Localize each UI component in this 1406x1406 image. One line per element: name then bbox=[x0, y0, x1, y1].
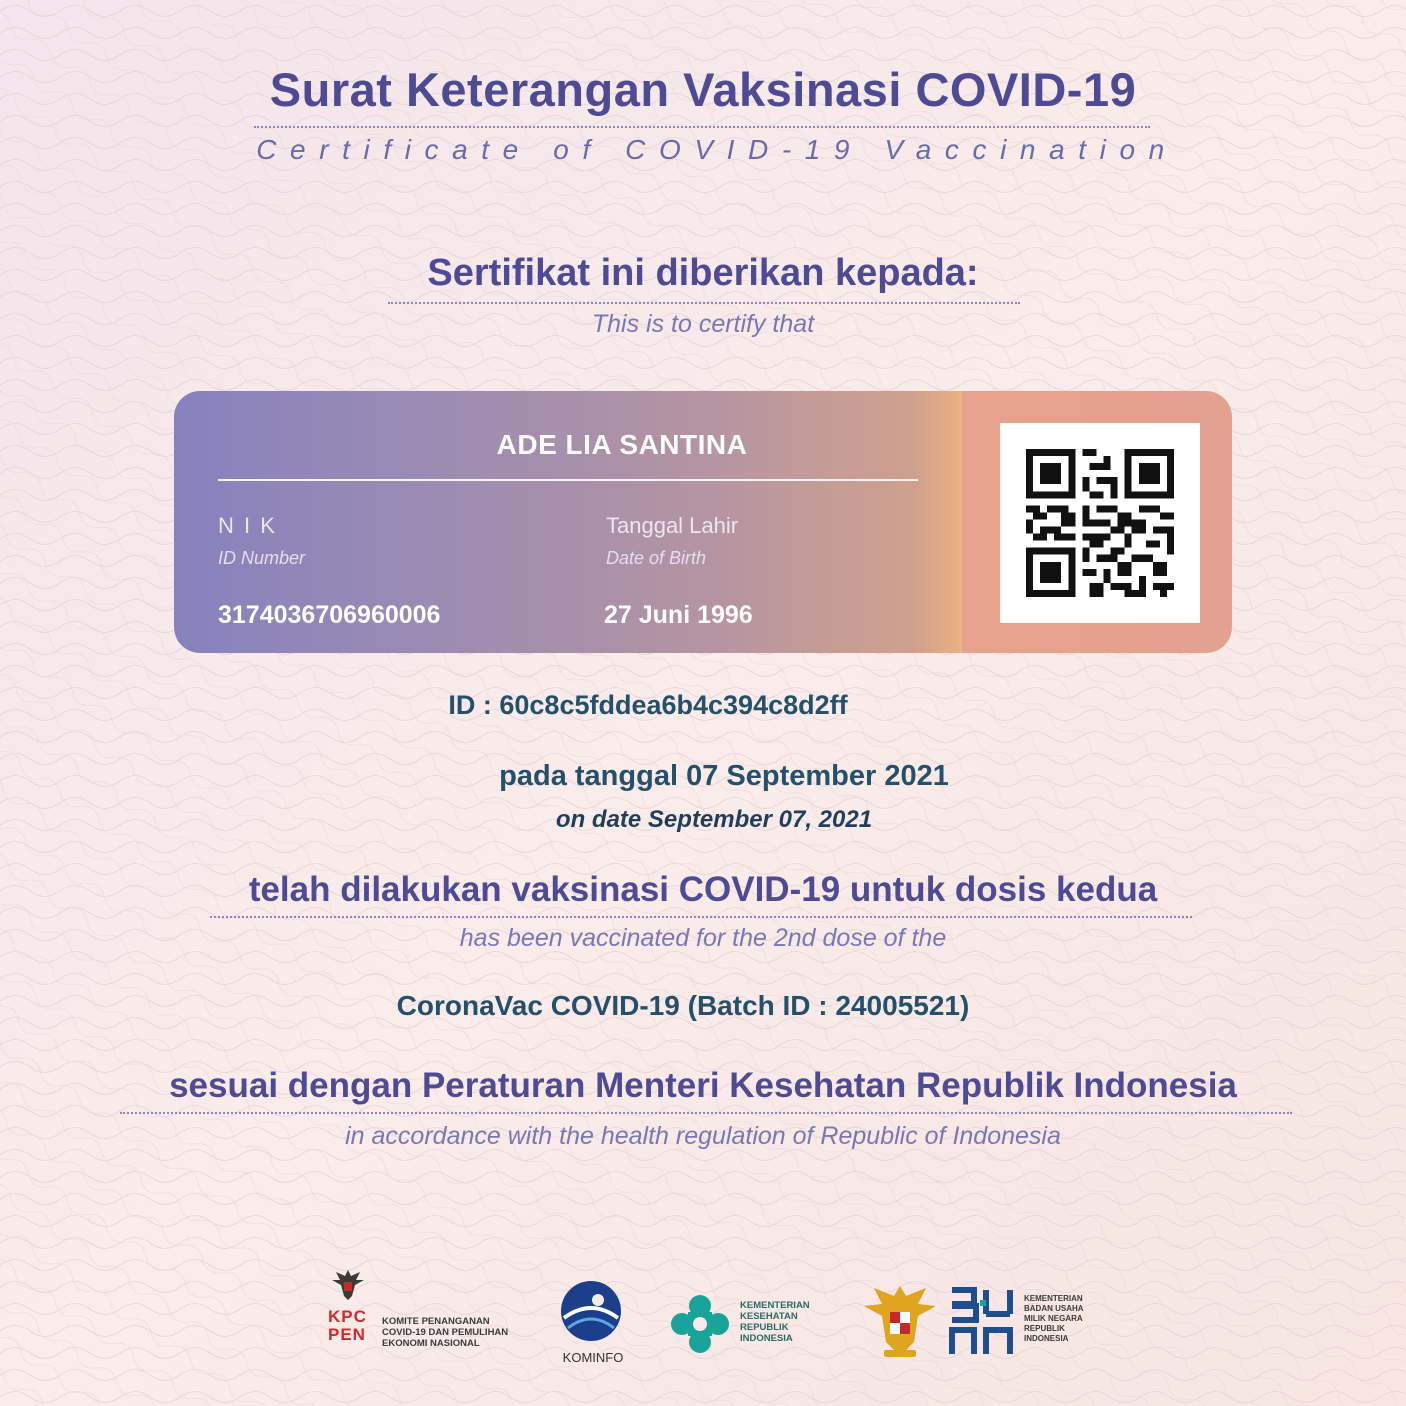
bumn-caption-line1: KEMENTERIAN bbox=[1024, 1294, 1083, 1303]
vaccination-statement: telah dilakukan vaksinasi COVID-19 untuk dosis kedua bbox=[248, 870, 1158, 909]
name-divider bbox=[218, 479, 918, 481]
regulation-statement-en: in accordance with the health regulation of Republic of Indonesia bbox=[345, 1122, 1061, 1150]
kpcpen-logo bbox=[326, 1264, 526, 1374]
given-to-heading: Sertifikat ini diberikan kepada: bbox=[427, 252, 979, 294]
kpcpen-caption bbox=[382, 1316, 508, 1349]
kemenkes-caption-line4: INDONESIA bbox=[740, 1333, 793, 1344]
kominfo-label: KOMINFO bbox=[562, 1350, 624, 1365]
certificate-title: Surat Keterangan Vaksinasi COVID-19 bbox=[269, 63, 1137, 116]
certify-subtitle: This is to certify that bbox=[591, 310, 815, 338]
certificate-subtitle: Certificate of COVID-19 Vaccination bbox=[256, 134, 1178, 165]
vaccination-statement-en: has been vaccinated for the 2nd dose of the bbox=[459, 924, 947, 952]
holder-name: ADE LIA SANTINA bbox=[496, 429, 748, 460]
nik-label: N I K bbox=[218, 513, 277, 538]
bumn-logo bbox=[948, 1284, 1098, 1364]
regulation-statement: sesuai dengan Peraturan Menteri Kesehatan Republik Indonesia bbox=[169, 1066, 1237, 1105]
kpcpen-caption-line2: COVID-19 DAN PEMULIHAN bbox=[382, 1327, 509, 1338]
nik-value: 3174036706960006 bbox=[218, 601, 441, 629]
kominfo-icon bbox=[558, 1278, 624, 1344]
kpcpen-mark bbox=[328, 1308, 372, 1344]
vaccine-batch: CoronaVac COVID-19 (Batch ID : 24005521) bbox=[396, 990, 970, 1021]
regulation-divider bbox=[120, 1112, 1292, 1114]
kpcpen-caption-line3: EKONOMI NASIONAL bbox=[382, 1338, 480, 1349]
kpcpen-mark-top: KPC bbox=[328, 1307, 367, 1326]
kpcpen-mark-bottom: PEN bbox=[328, 1325, 366, 1344]
kominfo-logo bbox=[548, 1278, 638, 1374]
garuda-small-icon bbox=[328, 1266, 368, 1302]
bumn-icon bbox=[948, 1284, 1018, 1360]
kemenkes-caption-line1: KEMENTERIAN bbox=[740, 1300, 810, 1311]
bumn-caption-line4: REPUBLIK bbox=[1024, 1324, 1065, 1333]
kemenkes-caption-line3: REPUBLIK bbox=[740, 1322, 789, 1333]
kemenkes-caption-line2: KESEHATAN bbox=[740, 1311, 798, 1322]
bumn-caption-line5: INDONESIA bbox=[1024, 1334, 1069, 1343]
garuda-pancasila-icon bbox=[860, 1282, 940, 1364]
bumn-caption-line2: BADAN USAHA bbox=[1024, 1304, 1084, 1313]
title-divider bbox=[254, 126, 1150, 128]
dob-value: 27 Juni 1996 bbox=[604, 601, 753, 629]
kemenkes-logo bbox=[668, 1292, 828, 1362]
given-to-divider bbox=[388, 302, 1020, 304]
certificate-id: ID : 60c8c5fddea6b4c394c8d2ff bbox=[448, 690, 848, 720]
dob-label: Tanggal Lahir bbox=[606, 513, 739, 538]
kemenkes-caption bbox=[740, 1300, 810, 1344]
vaccination-date-en: on date September 07, 2021 bbox=[555, 806, 873, 833]
vaccination-date: pada tanggal 07 September 2021 bbox=[499, 760, 949, 792]
kpcpen-caption-line1: KOMITE PENANGANAN bbox=[382, 1316, 490, 1327]
nik-label-en: ID Number bbox=[218, 548, 306, 568]
qr-code-graphic bbox=[1026, 449, 1174, 597]
identity-card bbox=[174, 391, 1232, 653]
vaccination-divider bbox=[210, 916, 1192, 918]
bumn-caption-line3: MILIK NEGARA bbox=[1024, 1314, 1083, 1323]
dob-label-en: Date of Birth bbox=[606, 548, 707, 568]
qr-code-icon[interactable] bbox=[1000, 423, 1200, 623]
footer-logos bbox=[0, 1264, 1406, 1374]
kemenkes-icon bbox=[668, 1292, 732, 1356]
bumn-caption bbox=[1024, 1294, 1084, 1344]
